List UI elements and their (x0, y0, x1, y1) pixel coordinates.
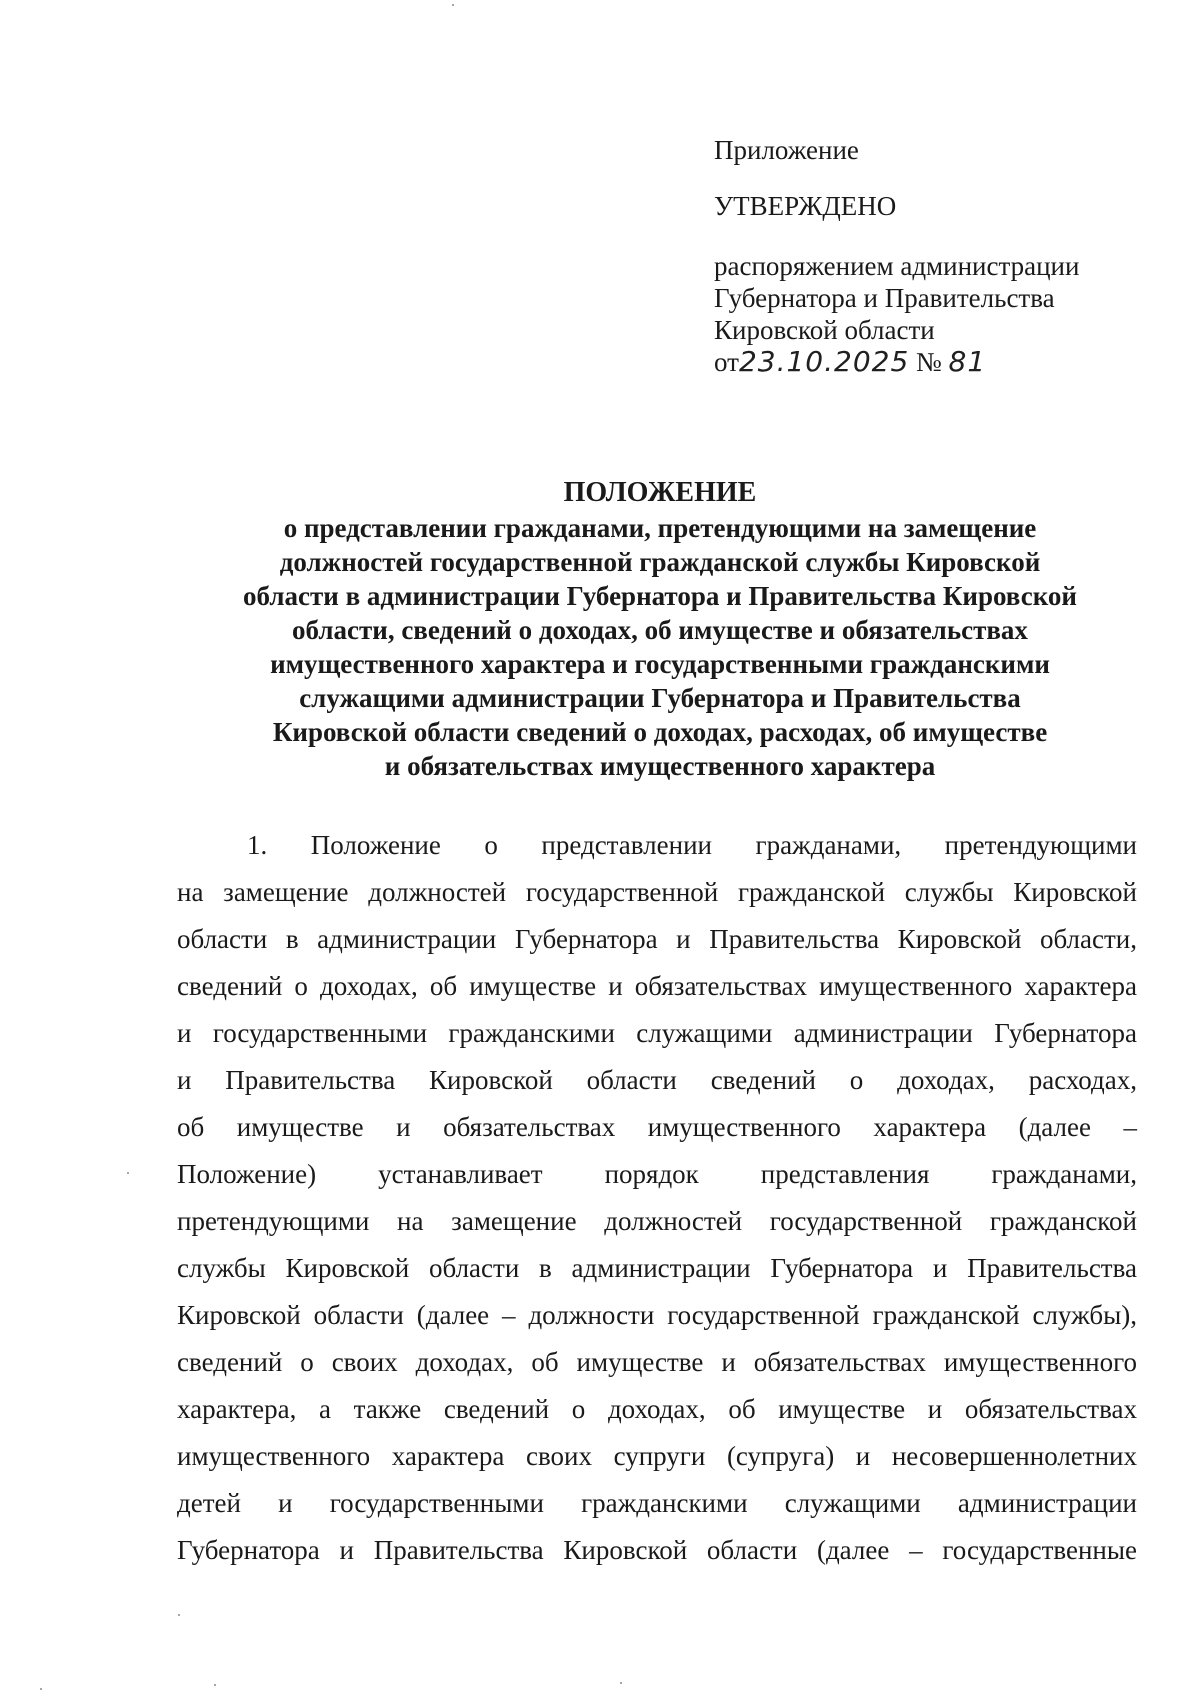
body-paragraph (177, 822, 1137, 1574)
body-line: на замещение должностей государственной гражданской службы Кировской (177, 877, 1137, 907)
title-main: ПОЛОЖЕНИЕ (563, 477, 757, 508)
date-number-line (714, 346, 1174, 378)
scan-speck (40, 1688, 42, 1690)
title-line: служащими администрации Губернатора и Правительства (299, 683, 1021, 713)
title-line: должностей государственной гражданской службы Кировской (279, 547, 1041, 577)
title-line: области, сведений о доходах, об имуществе и обязательствах (292, 615, 1028, 645)
title-line: имущественного характера и государственными гражданскими (270, 649, 1050, 679)
handwritten-date: 23.10.2025 (738, 345, 910, 378)
title-line: области в администрации Губернатора и Правительства Кировской (243, 581, 1077, 611)
approval-line: Губернатора и Правительства (714, 283, 1055, 313)
title-line: о представлении гражданами, претендующими на замещение (283, 513, 1037, 543)
appendix-label: Приложение (714, 135, 859, 165)
approval-block (714, 134, 1174, 378)
approval-authority (714, 250, 1174, 378)
body-line: претендующими на замещение должностей государственной гражданской (177, 1206, 1137, 1236)
body-line: службы Кировской области в администрации Губернатора и Правительства (177, 1253, 1137, 1283)
approval-line: распоряжением администрации (714, 251, 1080, 281)
body-line: Губернатора и Правительства Кировской области (далее – государственные (177, 1535, 1137, 1565)
body-line: имущественного характера своих супруги (супруга) и несовершеннолетних (177, 1441, 1137, 1471)
body-line: области в администрации Губернатора и Правительства Кировской области, (177, 924, 1137, 954)
title-line: Кировской области сведений о доходах, расходах, об имуществе (272, 717, 1048, 747)
number-prefix: № (916, 347, 942, 377)
body-line: об имуществе и обязательствах имущественного характера (далее – (177, 1112, 1137, 1142)
scan-speck (178, 1614, 180, 1616)
body-line: детей и государственными гражданскими служащими администрации (177, 1488, 1137, 1518)
date-prefix: от (714, 347, 739, 377)
scan-speck (620, 1682, 622, 1684)
body-line: сведений о доходах, об имуществе и обязательствах имущественного характера (177, 971, 1137, 1001)
body-line: сведений о своих доходах, об имуществе и обязательствах имущественного (177, 1347, 1137, 1377)
document-title (180, 476, 1140, 783)
body-line: 1. Положение о представлении гражданами, претендующими (247, 830, 1137, 860)
body-line: характера, а также сведений о доходах, об имуществе и обязательствах (177, 1394, 1137, 1424)
scan-speck (214, 1684, 216, 1686)
body-line: Положение) устанавливает порядок представления гражданами, (177, 1159, 1137, 1189)
approval-line: Кировской области (714, 315, 935, 345)
body-line: Кировской области (далее – должности государственной гражданской службы), (177, 1300, 1137, 1330)
scan-speck (452, 4, 454, 6)
body-line: и государственными гражданскими служащими администрации Губернатора (177, 1018, 1137, 1048)
body-line: и Правительства Кировской области сведений о доходах, расходах, (177, 1065, 1137, 1095)
approved-label: УТВЕРЖДЕНО (714, 191, 897, 221)
scan-speck (127, 1172, 129, 1174)
title-line: и обязательствах имущественного характера (384, 751, 936, 781)
handwritten-number: 81 (948, 345, 987, 378)
